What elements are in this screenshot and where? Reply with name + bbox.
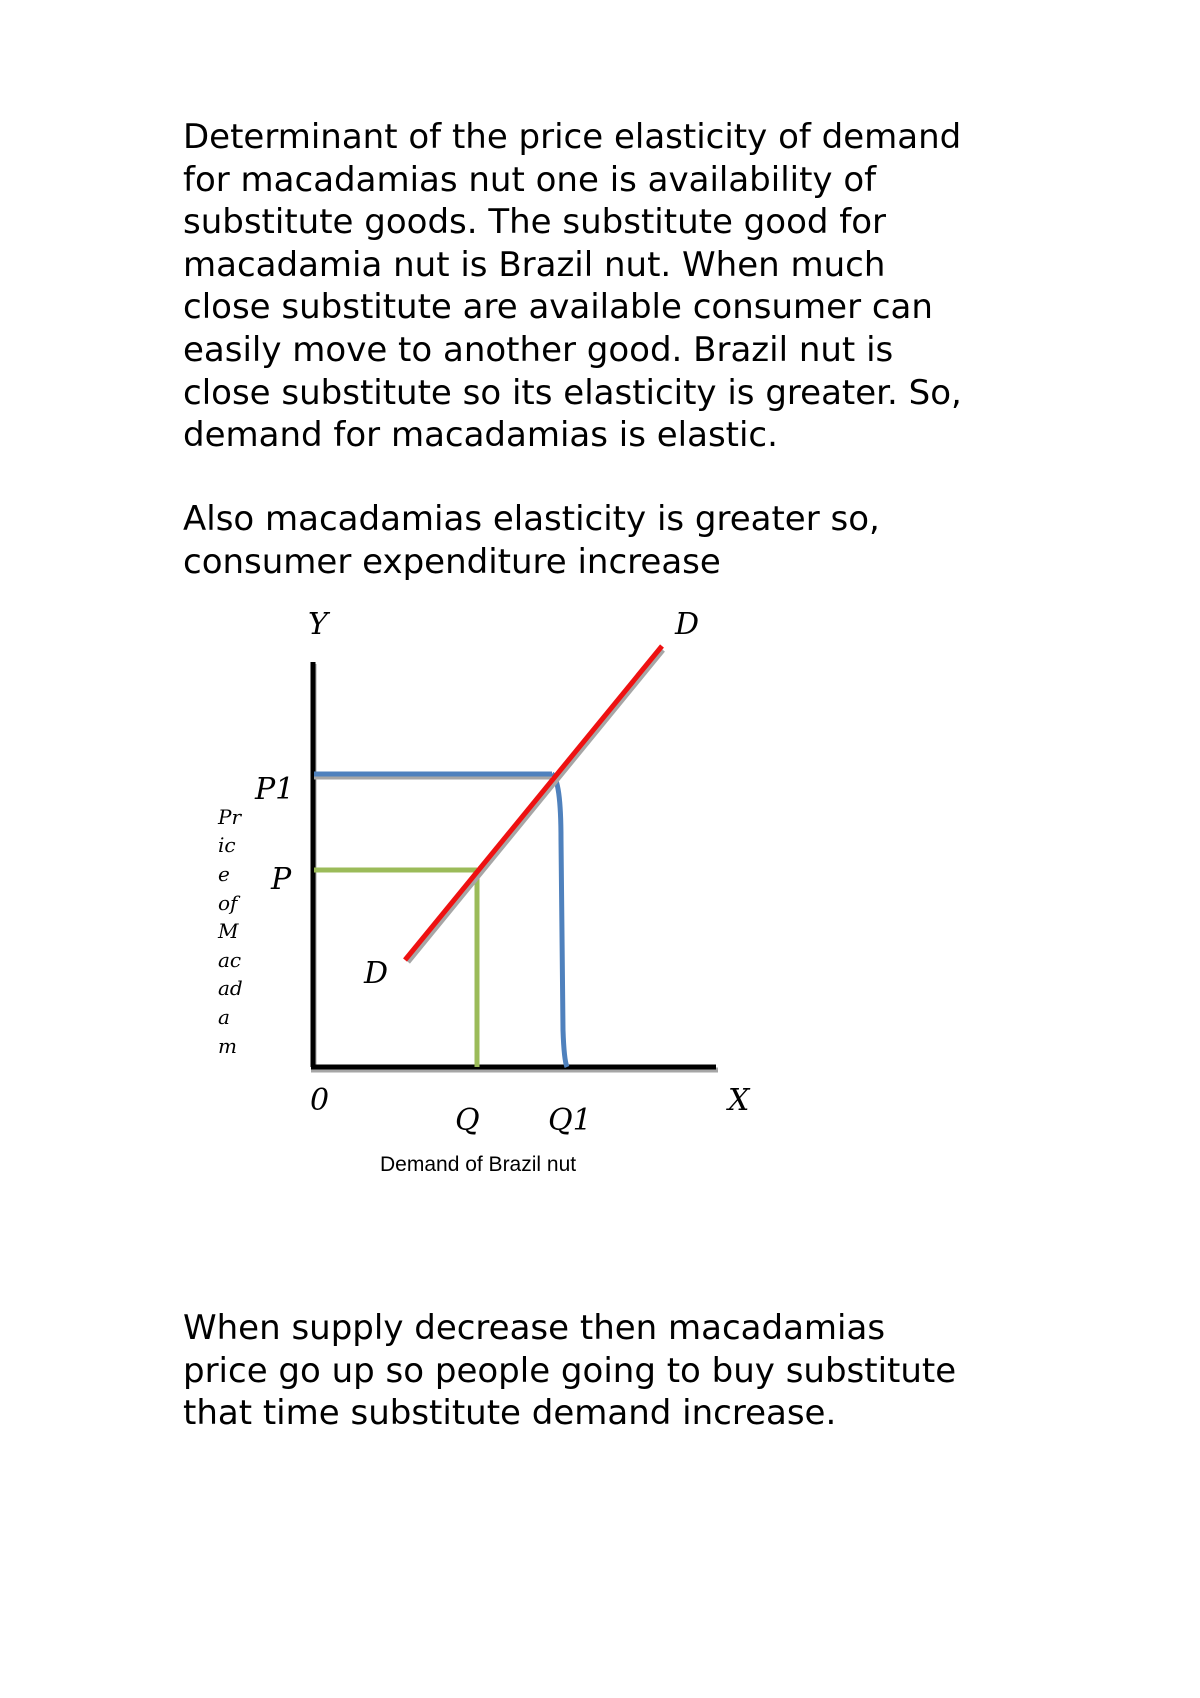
demand-label-top: D <box>675 607 700 642</box>
origin-label: 0 <box>310 1083 330 1118</box>
text-line: price go up so people going to buy substitute <box>183 1350 957 1391</box>
axis-title-fragment: ad <box>218 976 243 1000</box>
axis-title-fragment: m <box>218 1034 237 1058</box>
text-line: for macadamias nut one is availability of <box>183 159 877 200</box>
text-line: easily move to another good. Brazil nut is <box>183 329 894 370</box>
text-line: consumer expenditure increase <box>183 541 721 582</box>
text-line: close substitute so its elasticity is greater. So, <box>183 372 962 413</box>
text-line: Determinant of the price elasticity of demand <box>183 117 962 157</box>
quantity-label-q: Q <box>455 1103 480 1138</box>
demand-line <box>405 646 662 960</box>
price-label-p1: P1 <box>255 772 295 807</box>
text-line: close substitute are available consumer can <box>183 287 933 328</box>
y-axis-label: Y <box>308 607 328 642</box>
paragraph-supply <box>183 1307 956 1435</box>
axis-title-fragment: M <box>218 919 239 943</box>
text-line: When supply decrease then macadamias <box>183 1308 886 1348</box>
text-line: that time substitute demand increase. <box>183 1393 837 1434</box>
x-axis-label: X <box>728 1083 750 1118</box>
axis-title-fragment: Pr <box>218 805 242 829</box>
text-line: macadamia nut is Brazil nut. When much <box>183 244 886 285</box>
demand-line-shadow <box>408 650 663 962</box>
q1-vertical-curve <box>552 774 567 1067</box>
demand-label-bottom: D <box>364 956 389 991</box>
text-line: Also macadamias elasticity is greater so, <box>183 499 880 539</box>
price-label-p: P <box>271 862 292 897</box>
diagram-caption: Demand of Brazil nut <box>380 1153 577 1176</box>
axis-title-fragment: ic <box>218 833 236 857</box>
axis-title-fragment: e <box>218 862 230 886</box>
text-line: demand for macadamias is elastic. <box>183 415 778 456</box>
axis-title-fragment: a <box>218 1005 230 1029</box>
text-line: substitute goods. The substitute good for <box>183 202 887 243</box>
quantity-label-q1: Q1 <box>548 1103 592 1138</box>
axis-title-fragment: of <box>218 891 238 915</box>
axis-title-fragment: ac <box>218 948 242 972</box>
